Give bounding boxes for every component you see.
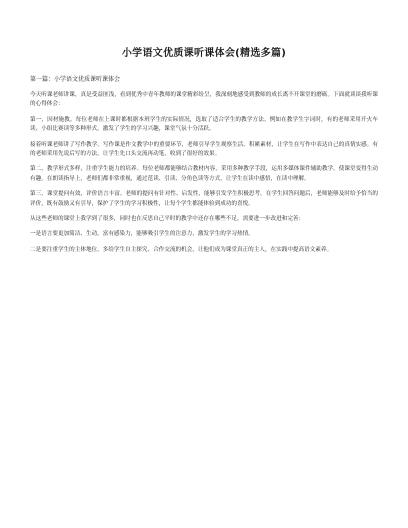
paragraph-second: 第二，教学形式多样，注重学生能力的培养。每位老师都能够结合教材内容，采用多种教学手段，运用多媒体课件辅助教学，使课堂变得生动有趣。在朗读指导上，老师们都非常重视，通过范读、引读、分角色读等方式，让学生在读中感悟，在读中理解。: [30, 166, 378, 182]
paragraph-reflection: 从这些老师的课堂上我学到了很多，同时也在反思自己平时的教学中还存在哪些不足，需要进一步改进和完善：: [30, 216, 305, 223]
section-heading: 第一篇：小学语文优质课听课体会: [30, 76, 121, 83]
paragraph-point-two: 二是要注重学生的主体地位，多给学生自主探究、合作交流的机会，让他们成为课堂真正的主人，在实践中提高语文素养。: [30, 246, 333, 253]
paragraph-point-one: 一是语言要更加简洁、生动，富有感染力，能够吸引学生的注意力，激发学生的学习热情。: [30, 231, 254, 238]
paragraph-intro: 今天听课老师讲课，真是受益匪浅，看到优秀中青年教师的课堂精彩纷呈，我深刻地感受到教师的成长离不开课堂的磨砺。下面就谈谈我听课的心得体会：: [30, 92, 378, 108]
paragraph-third: 第三，课堂提问有效，评价语言丰富。老师的提问有针对性、启发性，能够引发学生积极思考。在学生回答问题后，老师能够及时给予恰当的评价，既有鼓励又有引导，保护了学生的学习积极性，让每个学生都能体验到成功的喜悦。: [30, 191, 378, 207]
document-title: 小学语文优质课听课体会(精选多篇): [121, 48, 287, 59]
paragraph-writing: 接着听课老师讲了写作教学。写作课是作文教学中的重要环节，老师引导学生观察生活、积累素材，让学生在写作中表达自己的真情实感。有的老师采用先说后写的方法，让学生先口头交流再动笔，收到了很好的效果。: [30, 141, 378, 158]
paragraph-first: 第一，因材施教。每位老师在上课时都根据本班学生的实际情况，选取了适合学生的教学方法。例如在教学生字词时，有的老师采用开火车读、小组比赛读等多种形式，激发了学生的学习兴趣，课堂气氛十分活跃。: [30, 116, 378, 133]
